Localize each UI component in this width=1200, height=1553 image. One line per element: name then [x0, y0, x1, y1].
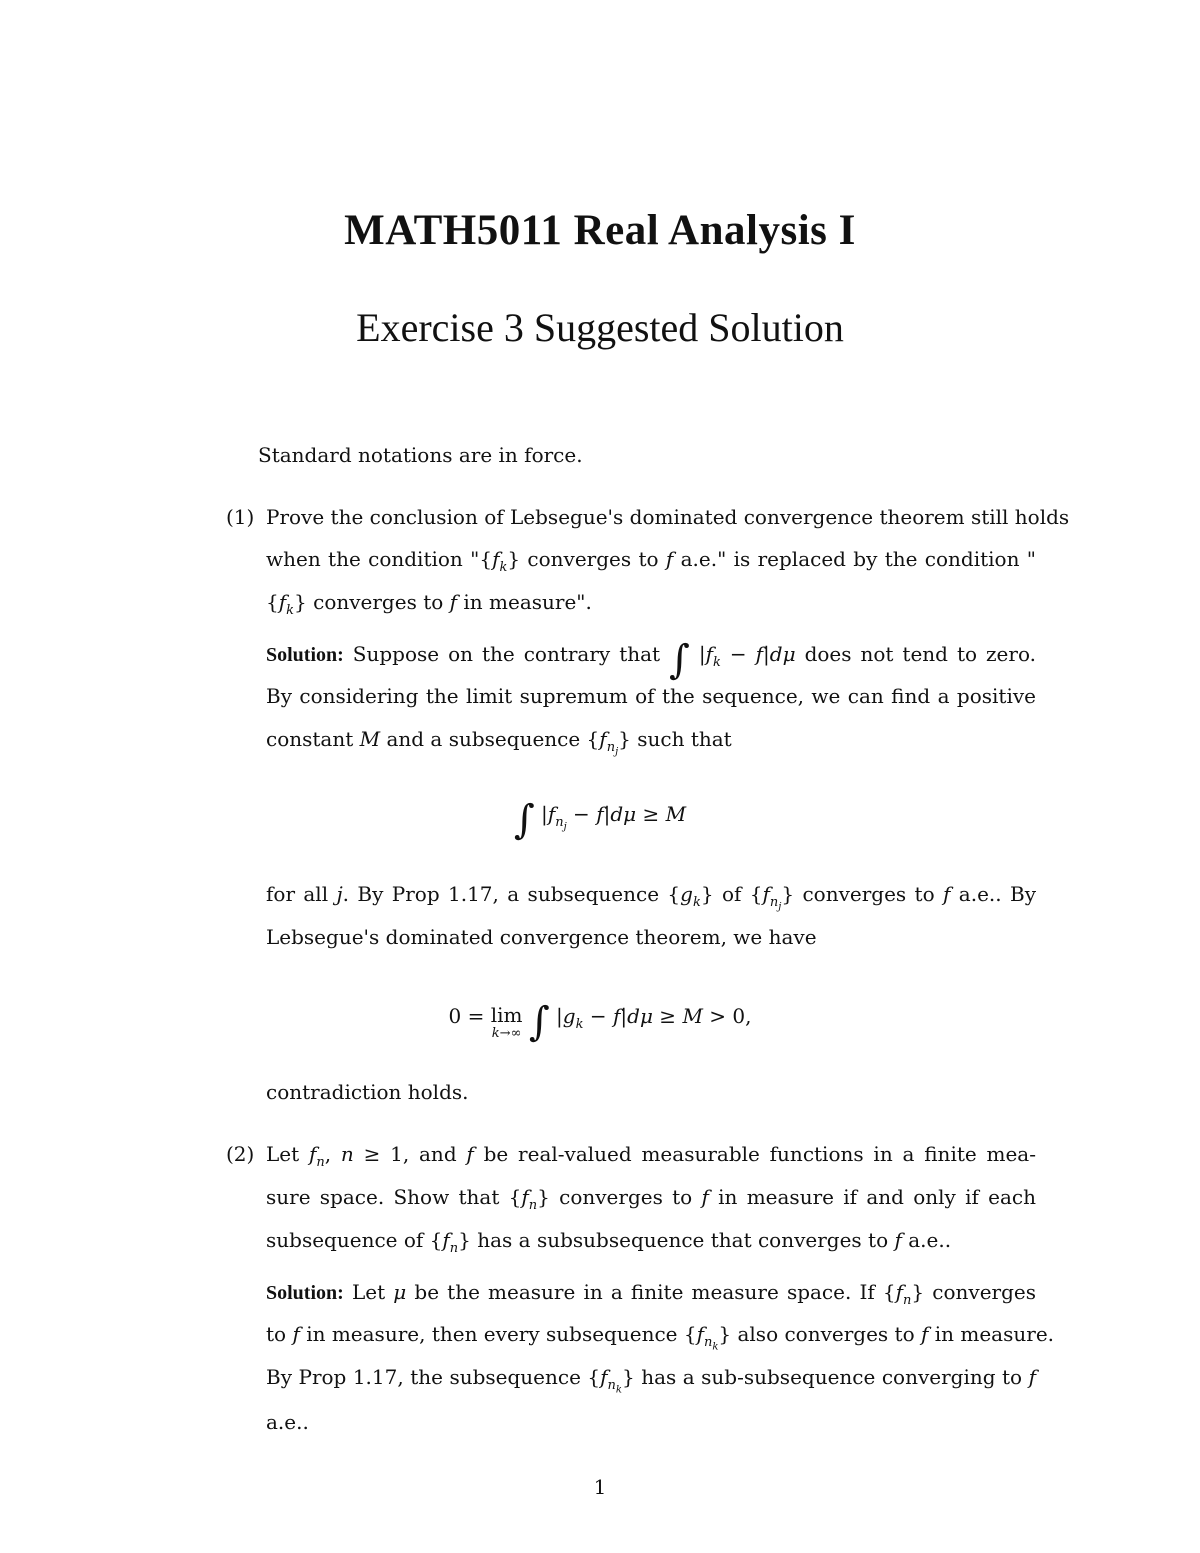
problem-1-solution-line-1: Solution: Suppose on the contrary that ∫ $|f_k - f|d\mu$ does not tend to zero.	[266, 637, 1036, 683]
equation-2: 0 = lim k→∞ ∫ $|g_k - f|d\mu \ge M > 0$,	[448, 999, 752, 1045]
solution-label: Solution:	[266, 1282, 344, 1304]
problem-1-solution-line-2: By considering the limit supremum of the sequence, we can find a positive	[266, 684, 1036, 708]
equation-1: ∫ $|f_{n_j} - f|d\mu \ge M$	[513, 797, 687, 843]
problem-1-solution-line-6: contradiction holds.	[266, 1080, 469, 1104]
page-title: MATH5011 Real Analysis I	[344, 207, 856, 254]
problem-2-statement-line-1: Let $f_n$, n ≥ 1, and f be real-valued measurable functions in a finite mea-	[266, 1142, 1036, 1170]
solution-label: Solution:	[266, 644, 344, 666]
problem-1-solution-line-3: constant M and a subsequence $\{f_{n_j}\}$ such that	[266, 727, 732, 758]
intro-text: Standard notations are in force.	[258, 443, 583, 467]
problem-1-solution-line-4: for all j. By Prop 1.17, a subsequence $\{g_k\}$ of $\{f_{n_j}\}$ converges to f a.e.. By	[266, 882, 1036, 913]
problem-1-number: (1)	[226, 505, 255, 529]
problem-2-number: (2)	[226, 1142, 255, 1166]
problem-2-solution-line-4: a.e..	[266, 1410, 309, 1434]
problem-1-statement-line-2: when the condition "$\{f_k\}$ converges to f a.e." is replaced by the condition "	[266, 547, 1036, 575]
problem-1-solution-line-5: Lebsegue's dominated convergence theorem, we have	[266, 925, 817, 949]
problem-1-statement-line-1: Prove the conclusion of Lebsegue's dominated convergence theorem still holds	[266, 505, 1070, 529]
problem-1-statement-line-3: $\{f_k\}$ converges to f in measure".	[266, 590, 592, 618]
problem-2-statement-line-3: subsequence of $\{f_n\}$ has a subsubsequence that converges to f a.e..	[266, 1228, 952, 1256]
page-subtitle: Exercise 3 Suggested Solution	[356, 305, 844, 350]
problem-2-solution-line-1: Solution: Let μ be the measure in a finite measure space. If $\{f_n\}$ converges	[266, 1280, 1037, 1308]
problem-2-solution-line-3: By Prop 1.17, the subsequence $\{f_{n_k}\}$ has a sub-subsequence converging to f	[266, 1365, 1036, 1396]
page-number: 1	[593, 1475, 607, 1499]
problem-2-solution-line-2: to f in measure, then every subsequence $\{f_{n_k}\}$ also converges to f in measure.	[266, 1322, 1055, 1353]
problem-2-statement-line-2: sure space. Show that $\{f_n\}$ converges to f in measure if and only if each	[266, 1185, 1036, 1213]
